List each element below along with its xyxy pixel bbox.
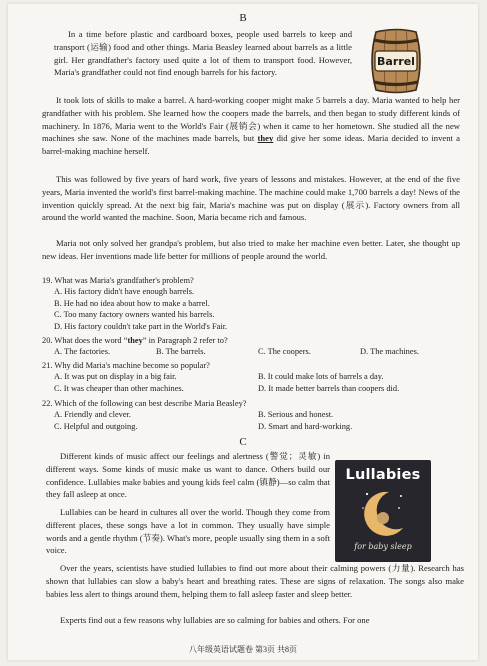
passage-b-paragraph-4: Maria not only solved her grandpa's problem, but also tried to make her machine even better. Later, she thought up new ideas. Her inventions made life better for millions of people around the world. — [42, 238, 460, 261]
question-20 — [42, 335, 462, 358]
option-c: C. Helpful and outgoing. — [54, 421, 138, 431]
lullabies-title: Lullabies — [345, 467, 421, 483]
barrel-icon — [366, 28, 426, 94]
question-stem-prefix: 20. What does the word “ — [42, 336, 128, 345]
section-b-label: B — [239, 12, 247, 24]
moon-icon — [359, 488, 407, 540]
section-c-label: C — [239, 436, 247, 448]
option-d: D. It made better barrels than coopers did. — [258, 383, 400, 393]
question-stem: 21. Why did Maria's machine become so popular? — [42, 361, 210, 370]
question-stem: 19. What was Maria's grandfather's problem? — [42, 276, 194, 285]
barrel-image — [366, 28, 426, 94]
page-footer: 八年级英语试题卷 第3页 共8页 — [189, 645, 297, 654]
option-b: B. He had no idea about how to make a barrel. — [54, 298, 210, 308]
exam-page — [8, 4, 478, 660]
passage-c-paragraph-3: Over the years, scientists have studied lullabies to find out more about their calming powers (力量). Research has shown that lullabies can slow a baby's heart and breathing rates. These are signs of relaxation. The songs also make babies less alert to things around them, helping them to fall asleep faster and sleep better. — [46, 563, 464, 599]
passage-c-paragraph-1: Different kinds of music affect our feelings and alertness (警觉；灵敏) in different ways. Some kinds of music make us want to dance. Others build our confidence. Lullabies make babies and young kids feel calm (镇静)—so calm that they fall asleep at once. — [46, 451, 330, 500]
question-19 — [42, 275, 462, 332]
option-a: A. Friendly and clever. — [54, 410, 131, 420]
option-b: B. It could make lots of barrels a day. — [258, 372, 384, 382]
option-c: C. Too many factory owners wanted his barrels. — [54, 310, 215, 320]
question-stem — [42, 335, 462, 346]
passage-c-paragraph-2: Lullabies can be heard in cultures all over the world. Though they come from different places, these songs have a lot in common. They usually have simple words and a gentle rhythm (节奏). What's more, people usually sing them in a soft voice. — [46, 507, 330, 556]
option-d: D. Smart and hard-working. — [258, 421, 353, 431]
option-a: A. His factory didn't have enough barrels. — [54, 287, 195, 297]
passage-b-paragraph-1: In a time before plastic and cardboard boxes, people used barrels to keep and transport (运输) food and other things. Maria Beasley learned about barrels as a little girl. Her grandfather's factory used quite a lot of them to transport food. However, Maria's grandfather could not find enough barrels for his factory. — [54, 29, 352, 78]
question-22 — [42, 398, 462, 432]
option-d: D. His factory couldn't take part in the World's Fair. — [54, 321, 228, 331]
passage-b-paragraph-3: This was followed by five years of hard work, five years of lessons and mistakes. However, at the end of the five years, Maria invented the world's first barrel-making machine. The machine could make 1,700 barrels a day! News of the invention quickly spread. At the next big fair, Maria's machine was put on display (展示). Factory owners from all around the world wanted the machine. Soon, Maria became rich and famous. — [42, 174, 460, 223]
lullabies-subtitle: for baby sleep — [354, 542, 412, 551]
passage-c-paragraph-4: Experts find out a few reasons why lullabies are so calming for babies and others. For one — [60, 615, 370, 625]
option-c: C. It was cheaper than other machines. — [54, 383, 184, 393]
barrel-label: Barrel — [377, 55, 415, 68]
underlined-word: they — [257, 133, 274, 144]
option-b: B. Serious and honest. — [258, 410, 334, 420]
question-stem: 22. Which of the following can best describe Maria Beasley? — [42, 399, 247, 408]
option-b: B. The barrels. — [156, 347, 206, 357]
lullabies-image — [335, 460, 431, 562]
question-stem-suffix: ” in Paragraph 2 refer to? — [142, 336, 228, 345]
option-a: A. The factories. — [54, 347, 111, 357]
passage-b-paragraph-2-tail: did give her some ideas. Maria decided to invent a barrel-making machine herself. — [42, 133, 460, 157]
question-stem-word: they — [127, 336, 143, 345]
option-c: C. The coopers. — [258, 347, 311, 357]
question-21 — [42, 360, 462, 394]
option-a: A. It was put on display in a big fair. — [54, 372, 177, 382]
option-d: D. The machines. — [360, 347, 419, 357]
passage-b-paragraph-2 — [42, 94, 460, 158]
passage-b-paragraph-2-text: It took lots of skills to make a barrel. A hard-working cooper might make 5 barrels a day. Maria wanted to help her grandfather with his problem. She learned how the coopers made the barrels, and then began to study different kinds of machinery. In 1876, Maria went to the World's Fair (展销会) when it came to her hometown. She studied all the new machines she saw. None of the machines made barrels, but — [42, 95, 460, 144]
